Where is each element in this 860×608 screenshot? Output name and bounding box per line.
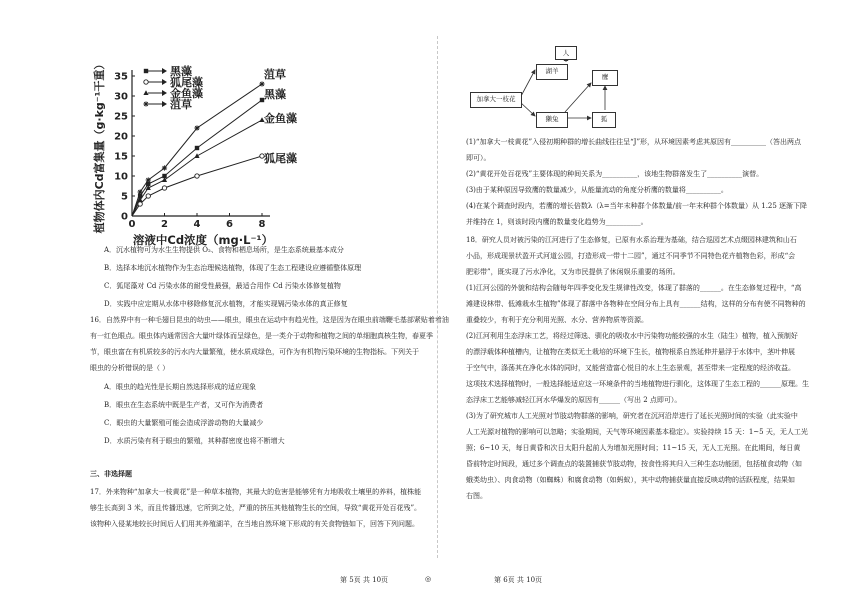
binding-line [437,36,438,558]
y-tick-label: 10 [114,171,128,183]
series-line [132,120,262,216]
q17-line-3: 该物种入侵某地较长时间后人们用其养殖湖羊，在当地自然环境下形成的有关食物链如下，回答下列问题。 [90,520,419,528]
q15-option-b: B．选择本地沉水植物作为生态治理候选植物，体现了生态工程建设应遵循整体原理 [104,264,362,272]
x-tick-label: 8 [258,219,266,230]
y-tick-label: 20 [114,131,128,143]
x-tick-label: 2 [161,219,168,230]
y-tick-label: 5 [121,191,128,203]
q16-line-3: 节，眼虫富在有机质较多的污水内大量繁殖，使水质成绿色，可作为有机物污染环境的生物指标。下列关于 [90,348,419,356]
q17-sub-2: (2)“黄花开处百花残”主要体现的种间关系为__________，该地生物群落发生了__________演替。 [466,170,764,178]
q17-sub-1b: 即可）。 [466,154,491,162]
data-point [146,194,150,198]
data-point [194,125,199,130]
q18-line-17: 右图。 [466,492,487,500]
q18-line-13: 人工光源对植物的影响可以忽略；实验期间，天气等环境因素基本稳定）。实验持续 15 天：1~5 天，无人工光 [466,428,808,436]
data-point [194,153,199,158]
q18-line-2: 小品，形成现景状盈开式河道公园，打造形成一带十二园”，通过不同季节不同特色花卉植物色彩，形成“会 [466,252,796,260]
q18-line-8: 的漂浮载体种植槽内，让植物在类似无土栽培的环境下生长，植物根系自然延伸并悬浮于水体中，茎叶伸展 [466,348,795,356]
q16-option-a: A．眼虫的趋光性是长期自然选择形成的适应现象 [104,383,257,391]
q17-sub-3: (3)由于某种原因导致鹰的数量减少，从能量流动的角度分析鹰的数量将__________。 [466,186,728,194]
q17-line-2: 够生长高到 3 米，而且传播迅速，它所到之处，严重的挤压其他植物生长的空间，导致“黄花开处百花残”。 [90,504,422,512]
q16-option-b: B．眼虫在生态系统中既是生产者，又可作为消费者 [104,401,264,409]
q17-line-1: 17．外来物种“加拿大一枝黄花”是一种草本植物，其最大的危害是能够凭有力地吸收土壤里的养料，植株能 [90,488,422,496]
node-eagle: 鹰 [592,70,618,86]
center-mark: ◎ [425,575,432,583]
legend-arrow [162,90,167,96]
node-fox: 狐 [592,112,616,128]
x-axis-label: 溶液中Cd浓度（mg·L⁻¹） [132,233,274,247]
node-sheep: 湖羊 [536,64,568,80]
q18-line-4: (1)江河公园的外貌和结构会随每年四季变化发生规律性改变，体现了群落的______。在生态修复过程中，“高 [466,284,802,292]
q17-sub-1a: (1)“加拿大一枝黄花”入侵初期种群的增长曲线往往呈“J”形，从环境因素考虑其原因有__________（答出两点 [466,138,802,146]
q18-line-11: 态浮床工艺能够减轻江河水华爆发的原因有______（写出 2 点即可）。 [466,396,682,404]
data-point [138,202,142,206]
legend-marker [144,69,148,73]
x-tick-label: 0 [128,219,136,230]
q18-line-14: 照；6~10 天，每日黄昏和次日太阳升起前人为增加光照时间；11~15 天，无人工光照。在此期间，每日黄 [466,444,801,452]
legend-marker [143,101,148,106]
legend-label: 狐尾藻 [170,76,203,89]
q15-option-d: D．实践中应定期从水体中移除修复沉水植物，才能实现镉污染水体的真正修复 [104,300,348,308]
data-point [162,186,166,190]
q16-option-c: C．眼虫的大量繁殖可能会造成浮游动物的大量减少 [104,419,264,427]
q18-line-5: 滩建设林带、低滩栽水生植物”体现了群落中各物种在空间分布上具有______结构，这样的分布有使不同物种的 [466,300,806,308]
legend-marker [144,80,148,84]
q18-line-9: 于空气中，涤荡其在净化水体的同时，又能营造富心悦目的水上生态景观，甚至带来一定程度的经济收益。 [466,364,795,372]
section-title: 三、非选择题 [90,469,132,478]
legend-arrow [162,101,167,107]
series-end-label: 菹草 [264,68,286,81]
data-point [195,174,199,178]
series-end-label: 金鱼藻 [264,112,297,125]
y-tick-label: 35 [114,71,128,83]
page-footer-left: 第 5页 共 10页 [340,576,389,584]
q15-option-c: C．狐尾藻对 Cd 污染水体的耐受性最强，最适合用作 Cd 污染水体修复植物 [104,282,341,290]
q16-option-d: D．水质污染有利于眼虫的繁殖，其种群密度也将不断增大 [104,437,285,445]
q18-line-1: 18．研究人员对被污染的江河进行了生态修复，已原有水系治理为基础，结合巡园艺术点缀园林建筑和山石 [466,236,797,244]
y-tick-label: 30 [114,91,128,103]
y-tick-label: 0 [121,211,128,223]
node-human: 人 [555,46,577,60]
y-tick-label: 25 [114,111,128,123]
series-end-label: 狐尾藻 [264,152,297,165]
q16-line-2: 有一红色眼点。眼虫体内通常因含大量叶绿体而呈绿色，是一类介于动物和植物之间的单细胞真核生物，春夏季 [90,332,433,340]
y-axis-label: 植物体内Cd富集量（g·kg⁻¹干重） [93,58,106,234]
q15-option-a: A．沉水植物可为水生生物提供 O₂、食物和栖息场所，是生态系统最基本成分 [104,246,344,254]
data-point [162,165,167,170]
legend-arrow [162,68,167,74]
cd-chart [90,54,390,254]
legend-marker [143,90,148,95]
q18-line-7: (2)江河利用生态浮床工艺，将经过筛选、驯化的吸收水中污染物功能较强的水生（陆生）植物，植入预制好 [466,332,798,340]
page-footer-right: 第 6页 共 10页 [494,576,543,584]
legend-label: 黑藻 [170,65,192,78]
node-rabbit: 獭兔 [536,112,568,128]
data-point [259,81,264,86]
q18-line-6: 重叠较少，有利于充分利用光照、水分、营养物质等资源。 [466,316,648,324]
legend-label: 菹草 [170,98,192,111]
legend-label: 金鱼藻 [170,87,203,100]
q18-line-15: 昏前特定时间段，通过多个调查点的装置捕获节肢动物，按食性将其归入三种生态功能团，包括植食动物（如 [466,460,802,468]
q17-sub-4a: (4)在某个调查时段内，若鹰的增长倍数λ（λ=当年末种群个体数量/前一年末种群个体数量）从 1.25 逐渐下降 [466,202,808,210]
series-end-label: 黑藻 [264,88,286,101]
q18-line-3: 肥彩带”，既实现了污水净化，又为市民提供了休闲娱乐重要的场所。 [466,268,680,276]
y-tick-label: 15 [114,151,128,163]
data-point [195,146,199,150]
q18-line-10: 这项技术选择植物时，一般选择能适应这一环境条件的当地植物进行驯化，这体现了生态工程的______原理。生 [466,380,809,388]
x-tick-label: 4 [193,219,201,230]
q17-sub-4b: 并维持在 1，则该时段内鹰的数量变化趋势为__________。 [466,218,648,226]
q18-line-16: 蛾类幼虫）、肉食动物（如蜘蛛）和腐食动物（如蚂蚁），其中动物捕获量直接反映动物的活跃程度，结果如 [466,476,795,484]
legend-arrow [162,79,167,85]
q18-line-12: (3)为了研究城市人工光照对节肢动物群落的影响，研究者在沉河沿岸进行了延长光照时间的实验（此实验中 [466,412,798,420]
node-goldenrod: 加拿大一枝花 [470,92,522,108]
q16-line-1: 16．自然界中有一种毛翅目昆虫的幼虫——眼虫，眼虫在运动中有趋光性，这是因为在眼虫前端鞭毛基部紧贴着着油 [90,316,449,324]
q16-line-4: 眼虫的分析错误的是（ ） [90,364,170,372]
page-6 [440,0,860,608]
x-tick-label: 6 [226,219,233,230]
